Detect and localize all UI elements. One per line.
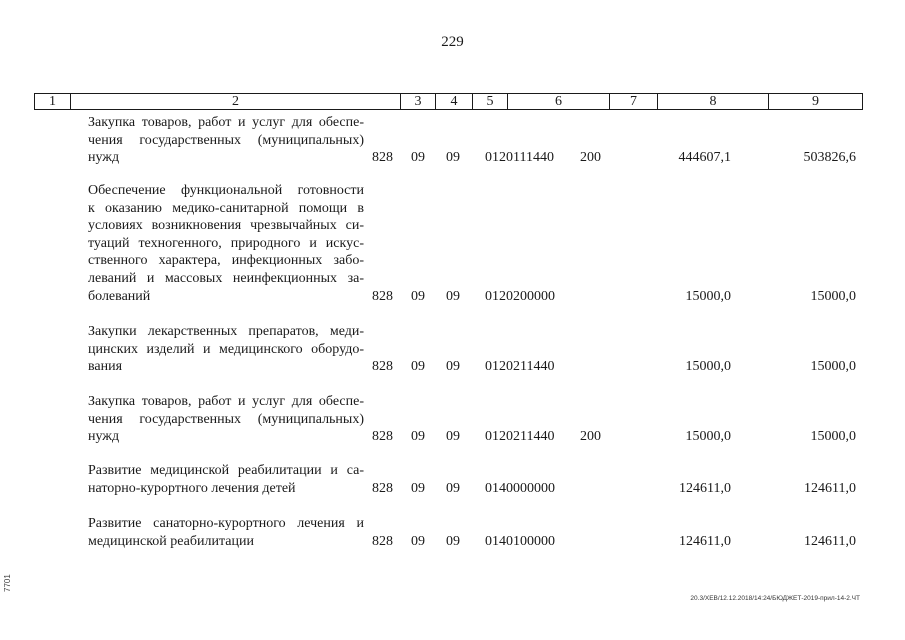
row-description [88, 515, 364, 550]
cell-col-6: 0120200000 [485, 288, 555, 304]
description-line: ственного характера, инфекционных забо- [88, 253, 364, 269]
page-number: 229 [441, 34, 464, 50]
description-line: чения государственных (муниципальных) [88, 132, 364, 148]
cell-col-3: 828 [372, 288, 393, 304]
description-line: Закупки лекарственных препаратов, меди- [88, 324, 364, 339]
cell-col-9: 124611,0 [804, 480, 856, 496]
description-line: нужд [88, 150, 120, 166]
cell-col-6: 0120211440 [485, 429, 555, 445]
header-col-4: 4 [436, 94, 473, 109]
footer-document-code: 20.3/ХЕВ/12.12.2018/14:24/БЮДЖЕТ-2019-прил-14-2.ЧТ [690, 595, 860, 602]
cell-col-7: 200 [580, 429, 601, 445]
description-line: нужд [88, 429, 120, 445]
cell-col-9: 15000,0 [810, 359, 856, 375]
row-description [88, 462, 364, 497]
cell-col-8: 15000,0 [685, 288, 731, 304]
description-line: Закупка товаров, работ и услуг для обеспе- [88, 115, 364, 130]
cell-col-3: 828 [372, 480, 393, 496]
header-col-5: 5 [473, 94, 508, 109]
cell-col-5: 09 [446, 288, 460, 304]
cell-col-9: 15000,0 [810, 288, 856, 304]
description-line: Развитие медицинской реабилитации и са- [88, 463, 364, 478]
description-line: Закупка товаров, работ и услуг для обеспе- [88, 394, 364, 409]
cell-col-8: 124611,0 [679, 533, 731, 549]
cell-col-7: 200 [580, 150, 601, 166]
header-col-6: 6 [508, 94, 610, 109]
cell-col-9: 503826,6 [803, 150, 856, 166]
cell-col-4: 09 [411, 480, 425, 496]
cell-col-8: 15000,0 [685, 359, 731, 375]
description-line: к оказанию медико-санитарной помощи в [88, 200, 364, 216]
header-col-1: 1 [35, 94, 71, 109]
row-description [88, 393, 364, 446]
header-col-2: 2 [71, 94, 401, 109]
cell-col-9: 124611,0 [804, 533, 856, 549]
cell-col-5: 09 [446, 150, 460, 166]
description-line: наторно-курортного лечения детей [88, 480, 296, 496]
description-line: Обеспечение функциональной готовности [88, 183, 364, 198]
cell-col-8: 444607,1 [678, 150, 731, 166]
cell-col-6: 0120111440 [485, 150, 554, 166]
cell-col-3: 828 [372, 429, 393, 445]
cell-col-4: 09 [411, 533, 425, 549]
cell-col-4: 09 [411, 359, 425, 375]
table-header-row [34, 93, 863, 110]
cell-col-6: 0120211440 [485, 359, 555, 375]
cell-col-5: 09 [446, 359, 460, 375]
description-line: цинских изделий и медицинского оборудо- [88, 341, 364, 357]
header-col-8: 8 [658, 94, 769, 109]
description-line: вания [88, 359, 123, 375]
cell-col-3: 828 [372, 359, 393, 375]
cell-col-6: 0140100000 [485, 533, 555, 549]
description-line: туаций техногенного, природного и искус- [88, 235, 364, 251]
cell-col-5: 09 [446, 429, 460, 445]
cell-col-8: 124611,0 [679, 480, 731, 496]
description-line: чения государственных (муниципальных) [88, 411, 364, 427]
description-line: леваний и массовых неинфекционных за- [88, 270, 364, 286]
margin-mark: 7701 [3, 574, 12, 592]
cell-col-3: 828 [372, 533, 393, 549]
header-col-7: 7 [610, 94, 658, 109]
description-line: условиях возникновения чрезвычайных си- [88, 218, 364, 234]
cell-col-9: 15000,0 [810, 429, 856, 445]
row-description [88, 114, 364, 167]
cell-col-4: 09 [411, 288, 425, 304]
cell-col-4: 09 [411, 150, 425, 166]
row-description [88, 323, 364, 376]
description-line: медицинской реабилитации [88, 533, 254, 549]
cell-col-4: 09 [411, 429, 425, 445]
description-line: болеваний [88, 288, 151, 304]
cell-col-5: 09 [446, 480, 460, 496]
cell-col-3: 828 [372, 150, 393, 166]
cell-col-8: 15000,0 [685, 429, 731, 445]
cell-col-6: 0140000000 [485, 480, 555, 496]
row-description [88, 182, 364, 305]
header-col-9: 9 [812, 94, 819, 109]
header-col-3: 3 [401, 94, 436, 109]
cell-col-5: 09 [446, 533, 460, 549]
description-line: Развитие санаторно-курортного лечения и [88, 516, 364, 531]
